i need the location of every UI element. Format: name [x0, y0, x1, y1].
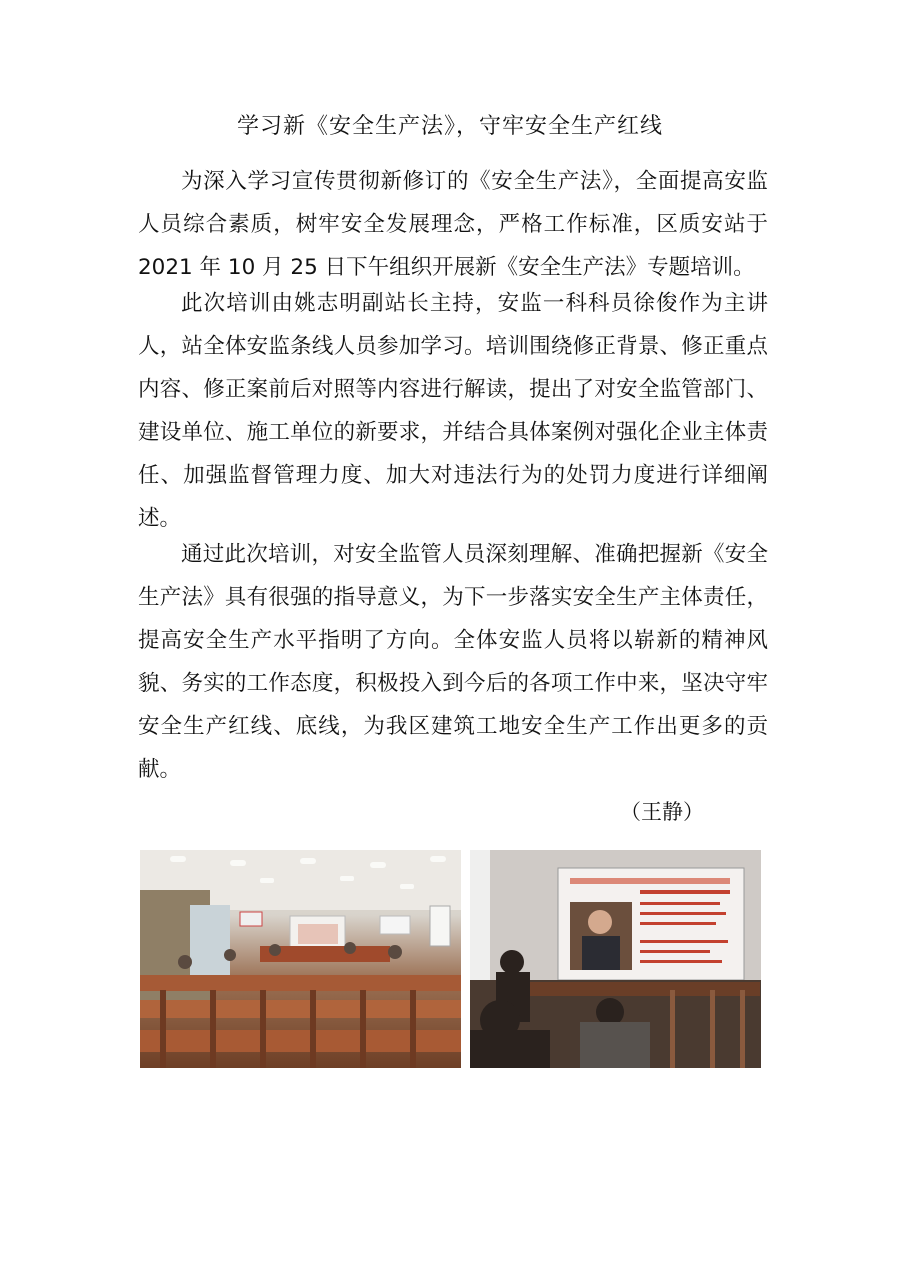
- presentation-photo: [470, 850, 761, 1068]
- training-room-photo: [140, 850, 461, 1068]
- author-credit: （王静）: [620, 800, 704, 824]
- presentation-illustration: [470, 850, 761, 1068]
- training-room-illustration: [140, 850, 461, 1068]
- paragraph-2: 此次培训由姚志明副站长主持，安监一科科员徐俊作为主讲人，站全体安监条线人员参加学习。培训围绕修正背景、修正重点内容、修正案前后对照等内容进行解读，提出了对安全监管部门、建设单位、施工单位的新要求，并结合具体案例对强化企业主体责任、加强监督管理力度、加大对违法行为的处罚力度进行详细阐述。: [138, 291, 768, 531]
- paragraph-3: 通过此次培训，对安全监管人员深刻理解、准确把握新《安全生产法》具有很强的指导意义，为下一步落实安全生产主体责任，提高安全生产水平指明了方向。全体安监人员将以崭新的精神风貌、务实的工作态度，积极投入到今后的各项工作中来，坚决守牢安全生产红线、底线，为我区建筑工地安全生产工作出更多的贡献。: [138, 542, 768, 782]
- article-title: 学习新《安全生产法》，守牢安全生产红线: [236, 114, 663, 139]
- paragraph-1: 为深入学习宣传贯彻新修订的《安全生产法》，全面提高安监人员综合素质，树牢安全发展理念，严格工作标准，区质安站于 2021 年 10 月 25 日下午组织开展新《安全生产法》专题培训。: [138, 169, 768, 280]
